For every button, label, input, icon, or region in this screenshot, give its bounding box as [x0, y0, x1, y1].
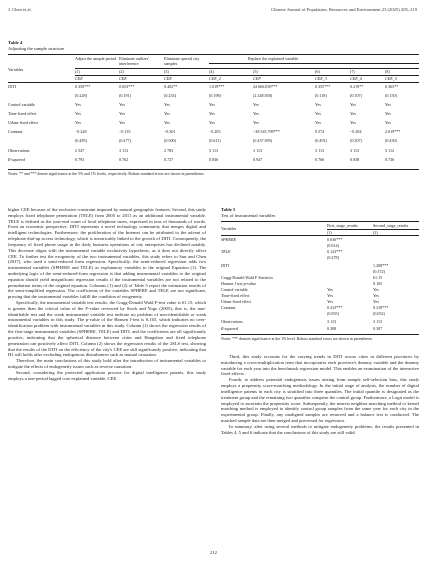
table4-cell: 3 113 [350, 148, 360, 153]
table4-cell: (0.307) [350, 138, 362, 143]
table5-cell: 0.307 [373, 326, 383, 331]
table4-cell: 3 112 [385, 148, 395, 153]
table4-cell: Yes [253, 102, 259, 107]
table4-cell: (0.477) [119, 138, 131, 143]
table4-cell: Yes [164, 102, 170, 107]
table4-cell: 3 113 [253, 148, 263, 153]
table4-cell: 0.653*** [119, 84, 135, 89]
table4-cell: −0.135 [119, 129, 131, 134]
table4-cell: Yes [209, 111, 215, 116]
table4-cell: 2 783 [164, 148, 174, 153]
table4-col-number: (6) [315, 69, 320, 74]
table5-row-label: TELE [221, 249, 231, 254]
table4-cell: 1.019*** [209, 84, 225, 89]
table4 [8, 54, 419, 170]
table4-cell: 0.947 [253, 157, 263, 162]
table4-col-number: (3) [164, 69, 169, 74]
table5-cell: 0.413*** [327, 305, 343, 310]
table4-cell: Yes [119, 120, 125, 125]
table5-col2-number: (2) [373, 229, 378, 235]
table4-cell: 24 666.039*** [253, 84, 278, 89]
table4-cell: Yes [350, 102, 356, 107]
table4-subheader-rule [75, 68, 419, 69]
table4-header-bottom-rule [8, 82, 419, 83]
paragraph: Specifically, the instrumental variable test results: the Cragg-Donald Wald F-test value is 61.15, which is greater than the critical value of the F-value reviewed by Stock and Yogo (2005); that is, the non-identifiable test and the weak instrumental variable test indicate no problem of non-identifiable or weak instrumental variables in this study. The p-value of the Hansen J-test is 0.165, which indicates no over-identification problem with instrumental variables in this study. Column (1) shows the regression results of the first-stage instrumental variables (SPHERE, TELE) and DITI, and the coefficients are all significantly positive, indicating that the spherical distance between cities and Hangzhou and fixed telephone penetration can positively affect DITI. Column (2) shows the regression results of the 2SLS test, showing that the results of the DITI on the efficiency of the city's CEE are still significantly positive, indicating that H1 still holds after excluding endogenous disturbances such as mutual causation. [8, 300, 206, 358]
table4-col-variable: CEP [253, 76, 261, 81]
table4-col-variable: CEE_4 [350, 76, 362, 81]
table5-cell: Yes [373, 299, 379, 304]
table4-col-number: (5) [253, 69, 258, 74]
table4-cell: −0.284 [350, 129, 362, 134]
paragraph: Second, considering the protected application process for digital intelligence patents, this study employs a one-period lagged core explained variable, CEE. [8, 369, 206, 381]
table4-cell: 0.219** [350, 84, 364, 89]
running-header-journal: Chinese Journal of Population, Resources and Environment 23 (2025) 205–219 [271, 7, 417, 12]
table4-col-variable: CEE [119, 76, 127, 81]
table4-cell: 0.762 [119, 157, 129, 162]
table4-cell: 2.019*** [385, 129, 401, 134]
table4-cell: Yes [209, 120, 215, 125]
table4-cell: (0.228) [75, 93, 87, 98]
table4-row-label: Observations [8, 148, 30, 153]
table4-cell: 0.402** [164, 84, 178, 89]
table4-row-label: R-squared [8, 157, 25, 162]
table4-cell: −38 545.709*** [253, 129, 280, 134]
table5-row-label: Time-fixed effect [221, 293, 250, 298]
table5-col2-header: Second_stage_results [373, 223, 409, 228]
table4-cell: 0.350*** [75, 84, 91, 89]
table4-cell: (0.491) [315, 138, 327, 143]
table5-row-label: Control variable [221, 287, 248, 292]
table4-cell: (0.118) [315, 93, 327, 98]
table4-group-rule [209, 63, 419, 64]
table4-cell: (0.150) [385, 93, 397, 98]
table5-cell: 61.15 [373, 275, 383, 280]
table5-row-label: Urban-fixed effect [221, 299, 252, 304]
table5-row-label: DITI [221, 263, 229, 268]
table4-cell: (0.233) [164, 93, 176, 98]
table4-cell: (0.500) [164, 138, 176, 143]
table4-cell: (0.191) [119, 93, 131, 98]
table4-cell: −0.228 [75, 129, 87, 134]
table4-title: Adjusting the sample structure [8, 46, 65, 51]
table4-variables-label: Variables [8, 67, 24, 72]
table4-cell: −0.301 [164, 129, 176, 134]
table4-col-variable: CEE [75, 76, 83, 81]
table4-cell: Yes [75, 102, 81, 107]
table4-cell: 0.736 [385, 157, 395, 162]
table4-col-variable: CEE_5 [385, 76, 397, 81]
table5-label: Table 5 [221, 207, 236, 212]
table4-cell: Yes [253, 120, 259, 125]
table5-cell: (0.055) [327, 311, 339, 316]
paragraph: Fourth, to address potential endogenous issues arising from sample self-selection bias, this study employs a propensity score-matching methodology. In the initial stage of analysis, the number of digital intelligence patents in each city is stratified into three quantiles. The initial quantile is designated as the treatment group and the remaining two quantiles comprise the control group. Furthermore, a Logit model is employed to ascertain the propensity score. Subsequently, the nearest neighbor matching method or kernel matching method is employed to identify control group samples from the same year for each city in the experimental group. Finally, any unaligned samples are removed and a balance test is conducted. The matched sample data are then merged and processed for regression. [221, 377, 419, 423]
paragraph: Therefore, the main conclusions of this study hold after the introduction of instrumental variables to mitigate the effects of endogeneity issues such as reverse causation. [8, 358, 206, 369]
table4-cell: Yes [350, 120, 356, 125]
table4-cell: (0.198) [209, 93, 221, 98]
table4-cell: 3 113 [315, 148, 325, 153]
table5-cell: 1.208*** [373, 263, 389, 268]
table4-cell: Yes [315, 120, 321, 125]
table4-cell: (6 437.095) [253, 138, 273, 143]
table5-cell: 0.165 [373, 281, 383, 286]
running-header-authors: J. Chen et al. [8, 7, 32, 12]
table4-cell: 0.836 [209, 157, 219, 162]
right-column [221, 354, 419, 435]
table5-bottom-rule [221, 334, 419, 335]
table5-cell: Yes [327, 287, 333, 292]
table4-cell: 3 113 [119, 148, 129, 153]
table4-cell: Yes [350, 111, 356, 116]
table4-top-rule [8, 54, 419, 55]
table4-group-header: Adjust the sample period [75, 56, 117, 61]
table4-cell: Yes [209, 102, 215, 107]
table5-top-rule [221, 221, 419, 222]
table4-row-label: Control variable [8, 102, 35, 107]
table5-cell: 0.308 [327, 326, 337, 331]
table5-cell: (0.278) [327, 255, 339, 260]
table5-col1-header: First_stage_results [327, 223, 358, 228]
table5-cell: 3 113 [327, 319, 337, 324]
table4-cell: 0.838 [350, 157, 360, 162]
table5-col1-number: (1) [327, 229, 332, 235]
table4-cell: Yes [253, 111, 259, 116]
table5-row-label: Constant [221, 305, 236, 310]
table5-cell: (0.014) [327, 243, 339, 248]
table4-col-number: (8) [385, 69, 390, 74]
table4-cell: 0.793 [75, 157, 85, 162]
table4-col-variable: CEE [164, 76, 172, 81]
table5-cell: Yes [373, 293, 379, 298]
table5-cell: 0.318*** [373, 305, 389, 310]
table4-row-label: DITI [8, 84, 16, 89]
table4-col-number: (2) [119, 69, 124, 74]
table5 [221, 221, 419, 335]
table4-group-header: Eliminate outliers' interference [119, 56, 149, 66]
table5-notes: Notes: *** denotes significance at the 1% level. Robust standard errors are shown in parentheses. [221, 337, 373, 341]
table4-cell: 0.574 [315, 129, 325, 134]
table5-row-label: Hansen J test p-value [221, 281, 256, 286]
paragraph: Third, this study accounts for the varying trends in DITI across cities in different provinces by introducing a cross-multiplication term that incorporates each province's dummy variable and the dummy variable for each year into the benchmark regression model. This enables an examination of the interactive fixed effects. [221, 354, 419, 377]
table4-bottom-rule [8, 169, 419, 170]
table4-cell: −0.205 [209, 129, 221, 134]
table4-cell: Yes [164, 120, 170, 125]
table5-header-bottom-rule [221, 235, 419, 236]
table5-cell: 3 113 [373, 319, 383, 324]
table5-cell: Yes [373, 287, 379, 292]
table4-cell: Yes [315, 111, 321, 116]
table5-row-label: R-squared [221, 326, 238, 331]
table5-row-label: Cragg-Donald Wald F Statistics [221, 275, 274, 280]
table4-row-label: Urban-fixed effect [8, 120, 39, 125]
table4-cell: 0.766 [315, 157, 325, 162]
table4-cell: Yes [164, 111, 170, 116]
table4-group-header: Replace the explained variable [248, 56, 299, 61]
table5-title: Test of instrumental variables [221, 213, 276, 218]
table5-row-label: SPHERE [221, 237, 237, 242]
table4-col-variable: CEE_2 [209, 76, 221, 81]
table4-cell: Yes [315, 102, 321, 107]
table4-cell: (0.611) [209, 138, 221, 143]
table4-cell: 0.365** [385, 84, 399, 89]
table5-cell: (0.372) [373, 269, 385, 274]
table4-cell: Yes [385, 111, 391, 116]
table5-variables-label: Variables [221, 226, 237, 231]
table4-cell: Yes [75, 120, 81, 125]
paragraph: higher CEE because of the exclusive constraint imposed by natural geographic features. Second, this study employs fixed telephone penetration (TELE) from 2005 to 2011 as an additional instrumental variable. TELE is defined as the year-end count of local telephone users, expressed in tens of thousands of words. From an economic perspective, DITI represents a novel technology community that merges digital and intelligent technologies. Furthermore, the proliferation of the Internet can be attributed to the advent of telephone dial-up access technology, which is inextricably linked to the growth of DITI. Consequently, the frequency of fixed phone usage in the daily business operations of city enterprises has declined notably. This decrease aligns with the instrumental variable exclusivity hypothesis, as it does not directly affect CEE. To further test the exogeneity of the two instrumental variables, this study refers to Sun and Chen (2017), who used a semi-reduced form regression. Specifically, the semi-reduced regression adds two instrumental variables (SPHERE and TELE) as explanatory variables to the original Equation (1). The underlying logic of the semi-reduced-form regression is that adding instrumental variables to the original equation should yield insignificant regression results if the instrumental variables are not related to the perturbation terms of the original equation. Columns (1) and (2) of Table 5 report the estimation results of the semi-simplified regression. The coefficients of the variables SPHERE and TELE are not significant, proving that the instrumental variables fulfill the condition of exogeneity. [8, 207, 206, 300]
table4-cell: Yes [119, 111, 125, 116]
table4-cell: Yes [385, 102, 391, 107]
table5-row-label: Observations [221, 319, 243, 324]
table4-notes: Notes: ** and *** denote significance at the 5% and 1% levels, respectively. Robust standard errors are shown in parentheses. [8, 172, 205, 176]
table4-cell: (0.430) [385, 138, 397, 143]
table5-cell: (0.052) [373, 311, 385, 316]
table4-cell: 0.727 [164, 157, 174, 162]
left-column [8, 207, 206, 381]
paragraph: In summary, after using several methods to mitigate endogeneity problems, the results presented in Tables 4, 5 and 6 indicate that the conclusions of this study are still valid. [221, 423, 419, 435]
table4-cell: Yes [385, 120, 391, 125]
table4-label: Table 4 [8, 40, 23, 45]
table4-cell: Yes [119, 102, 125, 107]
table4-col-variable: CEE_3 [315, 76, 327, 81]
table4-cell: 3 113 [209, 148, 219, 153]
table5-cell: Yes [327, 293, 333, 298]
table4-col-number: (1) [75, 69, 80, 74]
table4-cell: 0.355*** [315, 84, 331, 89]
table4-cell: 2 547 [75, 148, 85, 153]
table5-cell: Yes [327, 299, 333, 304]
table4-row-label: Constant [8, 129, 23, 134]
table4-cell: (2 248.830) [253, 93, 273, 98]
table4-cell: (0.107) [350, 93, 362, 98]
table4-col-number: (7) [350, 69, 355, 74]
table5-cell: 0.123*** [327, 249, 343, 254]
table5-cell: 0.036*** [327, 237, 343, 242]
table4-group-header: Eliminate special city samples [164, 56, 200, 66]
table4-cell: (0.485) [75, 138, 87, 143]
table4-cell: Yes [75, 111, 81, 116]
page-number: 212 [210, 550, 217, 555]
table4-col-number: (4) [209, 69, 214, 74]
table4-row-label: Time-fixed effect [8, 111, 37, 116]
